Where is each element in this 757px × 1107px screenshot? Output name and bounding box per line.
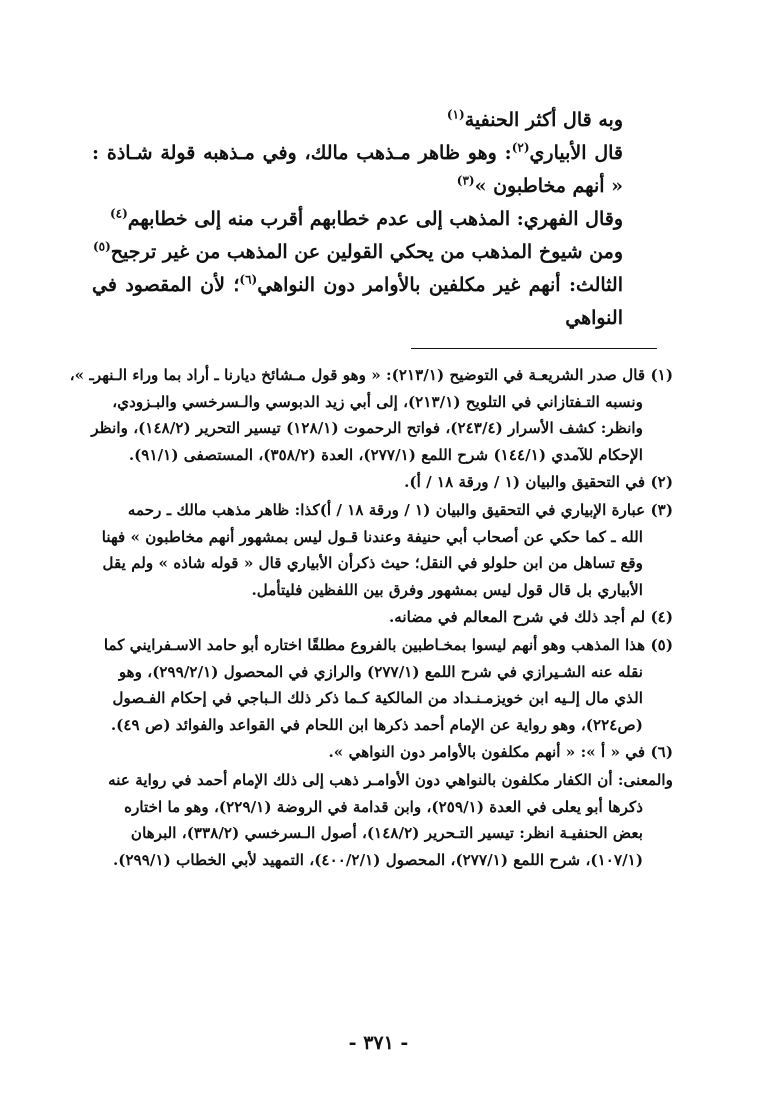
footnote-2-line-1: (٢) في التحقيق والبيان (١ / ورقة ١٨ / أ). bbox=[404, 473, 673, 492]
paragraph-4 bbox=[92, 236, 657, 269]
footnote-ref-6: (٦) bbox=[239, 272, 258, 287]
footnote-7-line-3: بعض الحنفيـة انظر: تيسير التـحرير (١٤٨/٢)، أصول الـسرخسي (٣٣٨/٢)، البرهان bbox=[130, 824, 643, 843]
footnote-7-line-1: والمعنى: أن الكفار مكلفون بالنواهي دون الأوامـر ذهب إلى ذلك الإمام أحمد في رواية عنه bbox=[108, 770, 673, 789]
footnote-7-line-4: (١٠٧/١)، شرح اللمع (٢٧٧/١)، المحصول (٤٠٠/٢/١)، التمهيد لأبي الخطاب (٢٩٩/١). bbox=[112, 850, 643, 869]
paragraph-2 bbox=[92, 137, 657, 203]
paragraph-1-text: وبه قال أكثر الحنفية bbox=[464, 109, 623, 131]
paragraph-3-text: وقال الفهري: المذهب إلى عدم خطابهم أقرب منه إلى خطابهم bbox=[127, 208, 623, 230]
paragraph-2-text-b: : وهو ظاهر مـذهب مالك، وفي مـذهبه قولة شـاذة : « أنهم مخاطبون » bbox=[92, 142, 623, 197]
footnote-3-line-3: وقع تساهل من ابن حلولو في النقل؛ حيث ذكرأن الأبياري قال « قوله شاذه » ولم يقل bbox=[102, 554, 643, 573]
footnote-ref-2: (٢) bbox=[511, 140, 530, 155]
footnote-4 bbox=[60, 604, 673, 631]
footnote-1 bbox=[60, 362, 673, 468]
footnote-6 bbox=[60, 739, 673, 766]
footnote-ref-1: (١) bbox=[446, 107, 465, 122]
footnote-6-continuation bbox=[60, 767, 673, 873]
paragraph-4-text: ومن شيوخ المذهب من يحكي القولين عن المذهب من غير ترجيح bbox=[110, 241, 623, 263]
footnote-separator bbox=[411, 348, 657, 349]
footnote-1-line-2: ونسبه التـفتازاني في التلويح (٢١٣/١)، إلى أبي زيد الدبوسي والـسرخسي والبـزودي، bbox=[112, 392, 643, 411]
footnotes bbox=[60, 362, 673, 874]
footnote-7-line-2: ذكرها أبو يعلى في العدة (٢٥٩/١)، وابن قدامة في الروضة (٢٢٩/١)، وهو ما اختاره bbox=[124, 797, 643, 816]
footnote-1-line-1: (١) قال صدر الشريعـة في التوضيح (٢١٣/١): « وهو قول مـشائخ ديارنا ـ أراد بما وراء الـنهرـ »، bbox=[69, 366, 673, 384]
footnote-3 bbox=[60, 497, 673, 603]
footnote-3-line-1: (٣) عبارة الإبياري في التحقيق والبيان (١ / ورقة ١٨ / أ)كذا: ظاهر مذهب مالك ـ رحمه bbox=[127, 500, 673, 519]
paragraph-5-text-a: الثالث: أنهم غير مكلفين بالأوامر دون النواهي bbox=[257, 274, 624, 296]
paragraph-5-text-b: ؛ لأن المقصود في النواهي bbox=[92, 274, 623, 329]
footnote-ref-5: (٥) bbox=[92, 239, 111, 254]
footnote-ref-3: (٣) bbox=[456, 173, 475, 188]
footnote-5-line-3: الذي مال إلـيه ابن خويزمـنـداد من المالكية كـما ذكر ذلك الـباجي في إحكام الفـصول bbox=[112, 689, 643, 708]
footnote-1-line-4: الإحكام للآمدي (١٤٤/١) شرح اللمع (٢٧٧/١)، العدة (٣٥٨/٢)، المستصفى (٩١/١). bbox=[128, 445, 643, 464]
paragraph-2-text-a: قال الأبياري bbox=[529, 142, 624, 164]
paragraph-5 bbox=[92, 269, 657, 335]
footnote-2 bbox=[60, 469, 673, 496]
footnote-4-line-1: (٤) لم أجد ذلك في شرح المعالم في مضانه. bbox=[388, 608, 673, 627]
footnote-5-line-1: (٥) هذا المذهب وهو أنهم ليسوا بمخـاطبين بالفروع مطلقًا اختاره أبو حامد الاسـفرايني كما bbox=[103, 635, 673, 654]
footnote-3-line-4: الأبياري بل قال قول ليس بمشهور وفرق بين اللفظين فليتأمل. bbox=[251, 580, 643, 599]
footnote-5-line-4: (ص٢٢٤)، وهو رواية عن الإمام أحمد ذكرها ابن اللحام في القواعد والفوائد (ص ٤٩). bbox=[110, 715, 643, 734]
paragraph-3 bbox=[92, 203, 657, 236]
main-text bbox=[92, 104, 657, 335]
footnote-1-line-3: وانظر: كشف الأسرار (٢٤٣/٤)، فواتح الرحموت (١٢٨/١) تيسير التحرير (١٤٨/٢)، وانظر bbox=[91, 419, 643, 438]
footnote-ref-4: (٤) bbox=[109, 206, 128, 221]
footnote-5-line-2: نقله عنه الشـيرازي في شرح اللمع (٢٧٧/١) والرازي في المحصول (٢٩٩/٢/١)، وهو bbox=[118, 662, 643, 681]
footnote-6-line-1: (٦) في « أ »: « أنهم مكلفون بالأوامر دون النواهي ». bbox=[328, 743, 673, 762]
footnote-3-line-2: الله ـ كما حكي عن أصحاب أبي حنيفة وعندنا قـول ليس بمشهور أنهم مخاطبون » فهنا bbox=[101, 527, 643, 546]
footnote-5 bbox=[60, 632, 673, 738]
paragraph-1 bbox=[92, 104, 657, 137]
page-number: - ٣٧١ - bbox=[348, 1032, 409, 1054]
